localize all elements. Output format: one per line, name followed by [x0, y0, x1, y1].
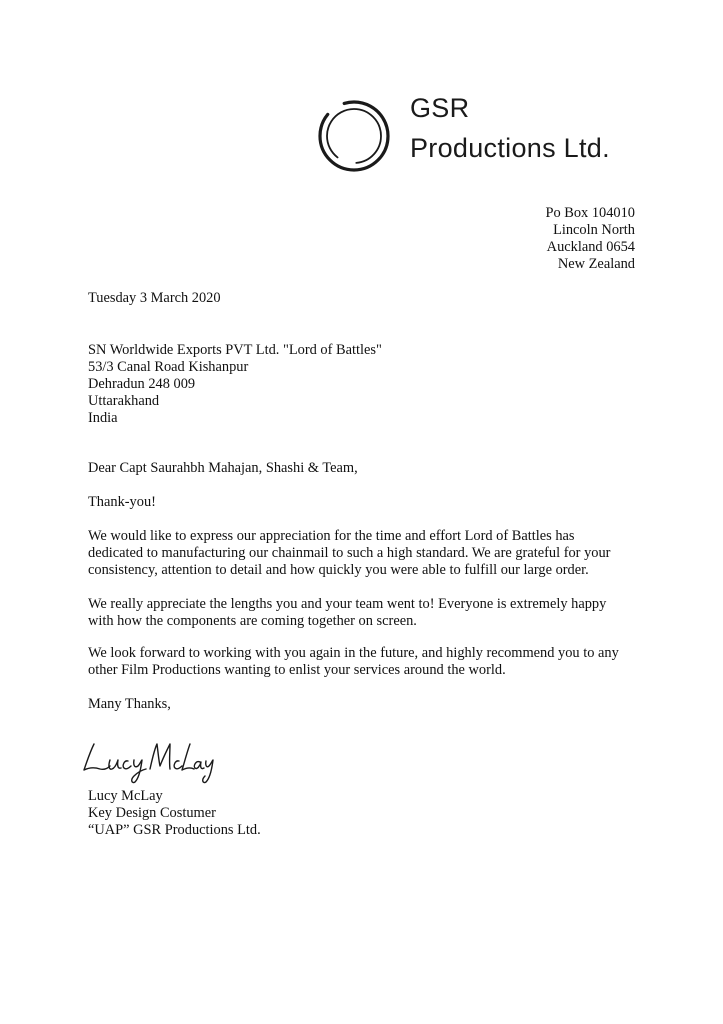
body-line: We look forward to working with you again in the future, and highly recommend you to any — [88, 645, 619, 661]
body-line: We really appreciate the lengths you and your team went to! Everyone is extremely happy — [88, 596, 607, 612]
body-line: consistency, attention to detail and how quickly you were able to fulfill our large order. — [88, 562, 589, 578]
body-paragraph-2 — [88, 596, 648, 630]
closing: Many Thanks, — [88, 696, 171, 712]
sender-address-line: New Zealand — [557, 256, 635, 272]
signatory-block — [88, 788, 261, 839]
thanks-line: Thank-you! — [88, 494, 156, 510]
company-name-line-1: GSR — [410, 93, 470, 123]
signatory-company: “UAP” GSR Productions Ltd. — [88, 822, 261, 838]
body-line: dedicated to manufacturing our chainmail to such a high standard. We are grateful for your — [88, 545, 611, 561]
letter-date: Tuesday 3 March 2020 — [88, 290, 221, 306]
signatory-name: Lucy McLay — [88, 788, 163, 804]
recipient-address — [88, 342, 382, 427]
sender-address-line: Lincoln North — [553, 222, 635, 238]
company-name-line-2: Productions Ltd. — [410, 133, 610, 163]
salutation: Dear Capt Saurahbh Mahajan, Shashi & Team, — [88, 460, 358, 476]
sender-address — [545, 205, 635, 273]
logo-circle-icon — [316, 98, 392, 174]
handwritten-signature — [80, 736, 215, 786]
body-line: with how the components are coming together on screen. — [88, 613, 417, 629]
company-logo — [316, 93, 646, 176]
signatory-title: Key Design Costumer — [88, 805, 216, 821]
body-line: other Film Productions wanting to enlist your services around the world. — [88, 662, 506, 678]
sender-address-line: Po Box 104010 — [545, 205, 635, 221]
recipient-address-line: SN Worldwide Exports PVT Ltd. "Lord of Battles" — [88, 342, 382, 358]
body-paragraph-1 — [88, 528, 648, 579]
recipient-address-line: Dehradun 248 009 — [88, 376, 196, 392]
recipient-address-line: India — [88, 410, 118, 426]
recipient-address-line: Uttarakhand — [88, 393, 160, 409]
sender-address-line: Auckland 0654 — [546, 239, 635, 255]
body-line: We would like to express our appreciation for the time and effort Lord of Battles has — [88, 528, 575, 544]
body-paragraph-3 — [88, 645, 648, 679]
recipient-address-line: 53/3 Canal Road Kishanpur — [88, 359, 249, 375]
